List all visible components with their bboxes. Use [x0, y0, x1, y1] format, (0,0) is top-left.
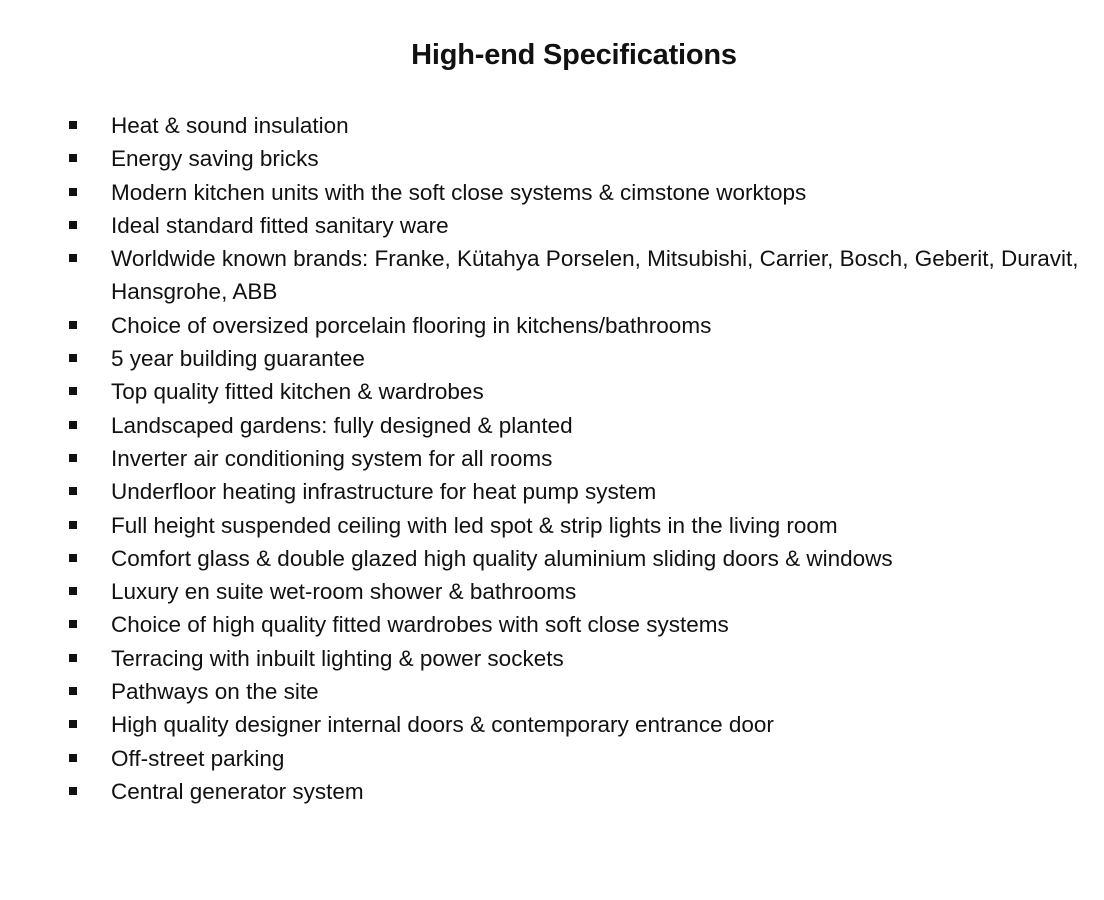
square-bullet-icon — [69, 387, 77, 395]
list-item-text: Inverter air conditioning system for all rooms — [111, 445, 553, 471]
list-item — [0, 442, 1104, 475]
list-item-text: Modern kitchen units with the soft close systems & cimstone worktops — [111, 179, 807, 205]
square-bullet-icon — [69, 787, 77, 795]
list-item-text: Energy saving bricks — [111, 146, 319, 172]
page-title: High-end Specifications — [411, 39, 737, 72]
list-item-text: Terracing with inbuilt lighting & power sockets — [111, 645, 564, 671]
list-item — [0, 176, 1104, 209]
square-bullet-icon — [69, 487, 77, 495]
list-item-text: Pathways on the site — [111, 679, 319, 705]
square-bullet-icon — [69, 321, 77, 329]
list-item-text: Top quality fitted kitchen & wardrobes — [111, 379, 484, 405]
square-bullet-icon — [69, 687, 77, 695]
specifications-list — [0, 109, 1104, 808]
square-bullet-icon — [69, 720, 77, 728]
list-item — [0, 542, 1104, 575]
square-bullet-icon — [69, 421, 77, 429]
square-bullet-icon — [69, 354, 77, 362]
list-item — [0, 209, 1104, 242]
list-item-text: Ideal standard fitted sanitary ware — [111, 212, 449, 238]
list-item — [0, 775, 1104, 808]
list-item-text: High quality designer internal doors & contemporary entrance door — [111, 712, 774, 738]
list-item — [0, 575, 1104, 608]
list-item — [0, 242, 1104, 309]
square-bullet-icon — [69, 221, 77, 229]
list-item — [0, 708, 1104, 741]
square-bullet-icon — [69, 587, 77, 595]
list-item-text: Underfloor heating infrastructure for heat pump system — [111, 479, 657, 505]
list-item — [0, 675, 1104, 708]
square-bullet-icon — [69, 121, 77, 129]
list-item-text: 5 year building guarantee — [111, 346, 365, 372]
list-item — [0, 142, 1104, 175]
square-bullet-icon — [69, 521, 77, 529]
square-bullet-icon — [69, 620, 77, 628]
list-item — [0, 475, 1104, 508]
list-item-text: Full height suspended ceiling with led spot & strip lights in the living room — [111, 512, 838, 538]
list-item — [0, 309, 1104, 342]
list-item — [0, 375, 1104, 408]
list-item — [0, 742, 1104, 775]
list-item-text: Choice of oversized porcelain flooring in kitchens/bathrooms — [111, 312, 712, 338]
list-item-text: Heat & sound insulation — [111, 113, 349, 138]
square-bullet-icon — [69, 254, 77, 262]
square-bullet-icon — [69, 154, 77, 162]
list-item — [0, 342, 1104, 375]
list-item — [0, 109, 1104, 142]
square-bullet-icon — [69, 454, 77, 462]
list-item-text: Central generator system — [111, 778, 364, 804]
list-item-text: Luxury en suite wet-room shower & bathrooms — [111, 579, 577, 605]
list-item-text: Choice of high quality fitted wardrobes with soft close systems — [111, 612, 729, 638]
square-bullet-icon — [69, 554, 77, 562]
list-item-text: Off-street parking — [111, 745, 285, 771]
square-bullet-icon — [69, 188, 77, 196]
list-item — [0, 509, 1104, 542]
square-bullet-icon — [69, 654, 77, 662]
square-bullet-icon — [69, 754, 77, 762]
list-item-text: Comfort glass & double glazed high quality aluminium sliding doors & windows — [111, 545, 893, 571]
list-item — [0, 642, 1104, 675]
list-item — [0, 409, 1104, 442]
list-item-text: Landscaped gardens: fully designed & planted — [111, 412, 573, 438]
list-item-text: Worldwide known brands: Franke, Kütahya Porselen, Mitsubishi, Carrier, Bosch, Geberit, Duravit, Hansgrohe, ABB — [111, 246, 1079, 305]
list-item — [0, 608, 1104, 641]
